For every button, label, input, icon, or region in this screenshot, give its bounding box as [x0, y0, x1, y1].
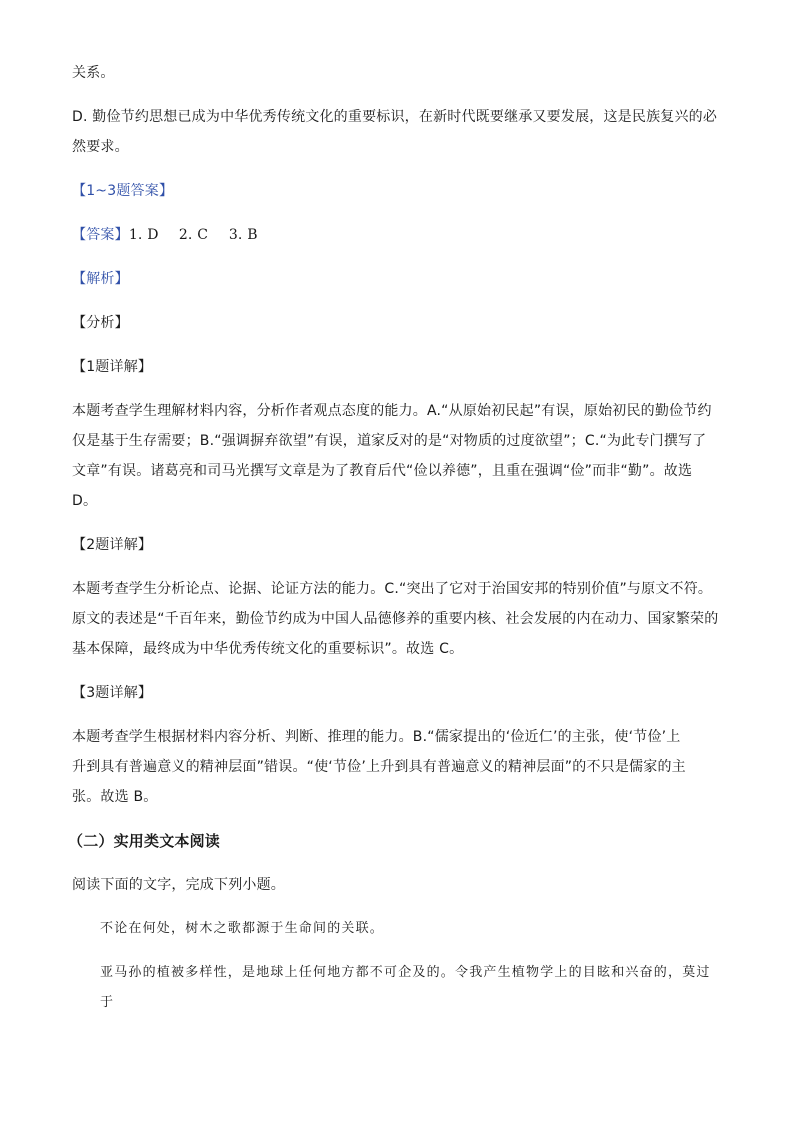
- q1-detail: 仅是基于生存需要；B.“强调摒弃欲望”有误，道家反对的是“对物质的过度欲望”；C.“为此专门撰写了: [72, 433, 707, 449]
- answer-tag: 【答案】: [72, 227, 129, 243]
- q3-detail: 本题考查学生根据材料内容分析、判断、推理的能力。B.“儒家提出的‘俭近仁’的主张，使‘节俭’上: [72, 729, 681, 745]
- q2-header: 【2题详解】: [72, 537, 153, 553]
- text-line: 关系。: [72, 65, 115, 81]
- q1-header: 【1题详解】: [72, 359, 153, 375]
- passage-line: 不论在何处，树木之歌都源于生命间的关联。: [100, 921, 385, 936]
- instruction: 阅读下面的文字，完成下列小题。: [72, 877, 285, 893]
- q3-detail: 升到具有普遍意义的精神层面”错误。“使‘节俭’上升到具有普遍意义的精神层面”的不只是儒家的主: [72, 759, 686, 775]
- answer-1: 1. D: [128, 227, 159, 243]
- document-page: [68, 58, 722, 1018]
- q3-header: 【3题详解】: [72, 685, 153, 701]
- answer-line: [72, 220, 722, 250]
- q1-detail: 文章”有误。诸葛亮和司马光撰写文章是为了教育后代“俭以养德”，且重在强调“俭”而非“勤”。故选: [72, 463, 693, 479]
- fenxi-tag: 【分析】: [72, 315, 129, 331]
- option-d-line1: D. 勤俭节约思想已成为中华优秀传统文化的重要标识，在新时代既要继承又要发展，这是民族复兴的必: [72, 109, 718, 125]
- passage-line: 亚马孙的植被多样性，是地球上任何地方都不可企及的。令我产生植物学上的目眩和兴奋的，莫过于: [100, 965, 711, 1010]
- q2-detail: 原文的表述是“千百年来，勤俭节约成为中国人品德修养的重要内核、社会发展的内在动力、国家繁荣的: [72, 611, 719, 627]
- q1-detail: 本题考查学生理解材料内容，分析作者观点态度的能力。A.“从原始初民起”有误，原始初民的勤俭节约: [72, 403, 712, 419]
- q3-detail: 张。故选 B。: [72, 789, 158, 805]
- option-d-line2: 然要求。: [72, 139, 129, 155]
- q2-detail: 本题考查学生分析论点、论据、论证方法的能力。C.“突出了它对于治国安邦的特别价值”与原文不符。: [72, 581, 713, 597]
- answers-header: 【1~3题答案】: [72, 183, 174, 199]
- q1-detail: D。: [72, 493, 98, 509]
- answer-3: 3. B: [228, 227, 258, 243]
- analysis-tag: 【解析】: [72, 271, 129, 287]
- answer-2: 2. C: [178, 227, 209, 243]
- q2-detail: 基本保障，最终成为中华优秀传统文化的重要标识”。故选 C。: [72, 641, 464, 657]
- section-title: （二）实用类文本阅读: [68, 832, 221, 850]
